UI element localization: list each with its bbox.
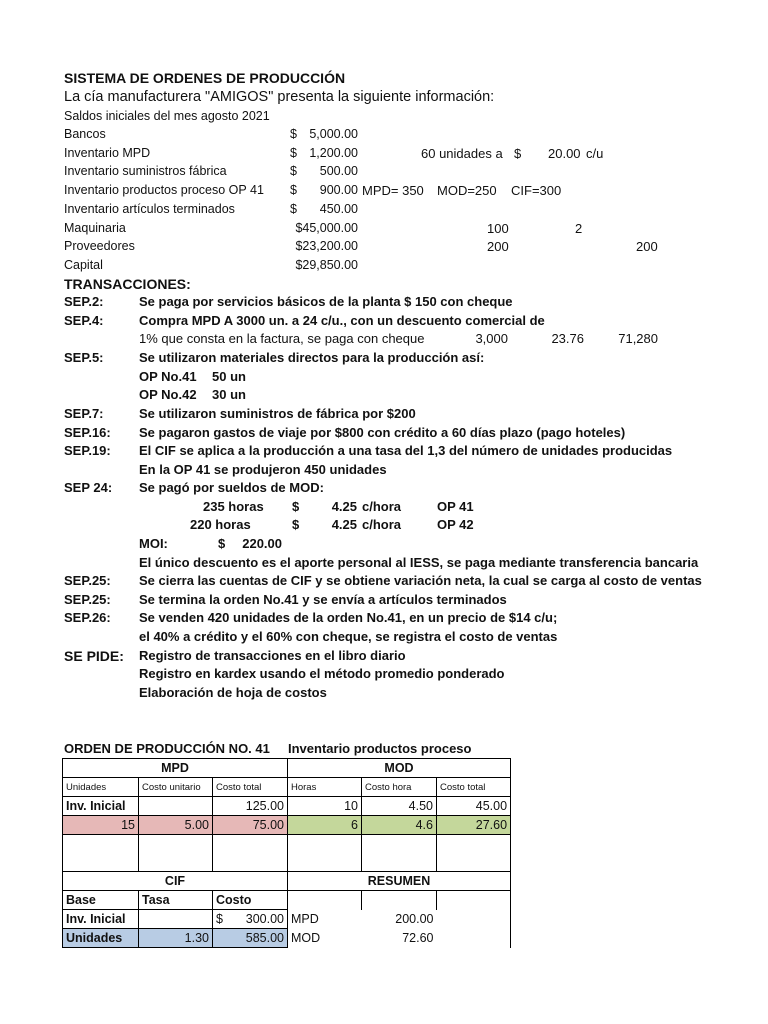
saldo-label: Inventario productos proceso OP 41: [64, 183, 264, 197]
transaction-value: 4.25: [331, 499, 357, 514]
transaction-text: Se cierra las cuentas de CIF y se obtiene variación neta, la cual se carga al costo de ventas: [139, 573, 702, 588]
column-header: Unidades: [63, 778, 139, 797]
cif-value: 300.00: [245, 912, 284, 926]
currency-sign: $: [216, 912, 223, 926]
transaction-text: $: [292, 517, 300, 532]
saldo-extra: $: [514, 146, 522, 161]
transaction-text: Se utilizaron suministros de fábrica por $200: [139, 406, 416, 421]
table-cell: MOD: [291, 931, 321, 945]
transaction-date: SEP.25:: [64, 573, 111, 588]
table-cell: 72.60: [402, 931, 434, 945]
transaction-date: SEP.2:: [64, 294, 104, 309]
saldo-label: Inventario suministros fábrica: [64, 164, 227, 178]
saldo-currency: $: [290, 202, 297, 216]
column-header: Horas: [288, 778, 362, 797]
transaction-text: 1% que consta en la factura, se paga con cheque: [139, 331, 425, 346]
table-row: [63, 816, 511, 835]
saldo-amount: 900.00: [319, 183, 358, 197]
transaction-text: $: [218, 536, 226, 551]
transaction-text: Se venden 420 unidades de la orden No.41, en un precio de $14 c/u;: [139, 610, 558, 625]
table-cell: 75.00: [213, 816, 288, 835]
saldo-label: Maquinaria: [64, 221, 126, 235]
saldo-currency: $: [290, 164, 297, 178]
table-cell: 200.00: [395, 912, 434, 926]
orden-subtitle: Inventario productos proceso: [288, 741, 472, 756]
table-cell: [288, 835, 362, 872]
table-cell: Inv. Inicial: [63, 797, 139, 816]
transaction-value: 23.76: [551, 331, 584, 346]
transaction-text: 50 un: [212, 369, 246, 384]
transaction-text: c/hora: [362, 499, 402, 514]
mod-header: MOD: [288, 759, 511, 778]
transaction-text: OP No.41: [139, 369, 197, 384]
transaction-text: MOI:: [139, 536, 168, 551]
saldo-amount: 1,200.00: [309, 146, 358, 160]
table-cell: [437, 910, 511, 929]
column-header: Base: [63, 891, 139, 910]
transaction-date: SEP 24:: [64, 480, 113, 495]
table-row: [63, 910, 511, 929]
transaction-date: SEP.4:: [64, 313, 104, 328]
table-cell: Inv. Inicial: [63, 910, 139, 929]
transaction-value: 71,280: [618, 331, 658, 346]
transaction-text: Se termina la orden No.41 y se envía a artículos terminados: [139, 592, 507, 607]
intro-text: La cía manufacturera "AMIGOS" presenta la siguiente información:: [64, 89, 495, 105]
table-cell: 6: [288, 816, 362, 835]
saldo-extra: 60 unidades a: [421, 146, 503, 161]
table-cell: [213, 910, 288, 929]
transaction-text: Se pagaron gastos de viaje por $800 con crédito a 60 días plazo (pago hoteles): [139, 425, 626, 440]
table-cell: 125.00: [213, 797, 288, 816]
transaction-date: SEP.19:: [64, 443, 111, 458]
saldo-currency: $: [290, 183, 297, 197]
saldo-extra: CIF=300: [511, 183, 562, 198]
transaction-text: El CIF se aplica a la producción a una tasa del 1,3 del número de unidades producidas: [139, 443, 673, 458]
saldo-extra: 2: [575, 221, 583, 236]
table-cell: 15: [63, 816, 139, 835]
saldo-amount: 5,000.00: [309, 127, 358, 141]
transaction-date: SEP.25:: [64, 592, 111, 607]
table-cell: 4.6: [362, 816, 437, 835]
transaction-text: c/hora: [362, 517, 402, 532]
transaction-text: OP No.42: [139, 387, 197, 402]
table-cell: 5.00: [139, 816, 213, 835]
column-header: Costo total: [213, 778, 288, 797]
saldo-label: Capital: [64, 258, 103, 272]
saldo-extra: MOD=250: [437, 183, 497, 198]
transaction-text: 235 horas: [203, 499, 264, 514]
saldo-extra: 100: [487, 221, 509, 236]
table-cell: [437, 929, 511, 948]
saldo-label: Inventario MPD: [64, 146, 151, 160]
saldo-extra: MPD= 350: [362, 183, 424, 198]
column-header: Costo: [213, 891, 288, 910]
transaction-text: El único descuento es el aporte personal al IESS, se paga mediante transferencia bancaria: [139, 555, 699, 570]
transaction-text: En la OP 41 se produjeron 450 unidades: [139, 462, 387, 477]
transaction-text: 30 un: [212, 387, 246, 402]
transaction-text: el 40% a crédito y el 60% con cheque, se registra el costo de ventas: [139, 629, 558, 644]
table-cell: [139, 797, 213, 816]
table-row: [63, 835, 511, 872]
orden-title: ORDEN DE PRODUCCIÓN NO. 41: [64, 741, 270, 756]
se-pide-item: Registro de transacciones en el libro diario: [139, 648, 406, 663]
transaction-text: Compra MPD A 3000 un. a 24 c/u., con un descuento comercial de: [139, 313, 545, 328]
saldo-currency: $: [290, 146, 297, 160]
table-cell: 585.00: [213, 929, 288, 948]
saldo-extra: 20.00: [548, 146, 581, 161]
table-cell: [437, 891, 511, 910]
se-pide-item: Registro en kardex usando el método promedio ponderado: [139, 666, 505, 681]
transaction-date: SEP.7:: [64, 406, 104, 421]
se-pide-label: SE PIDE:: [64, 648, 124, 664]
table-cell: 4.50: [362, 797, 437, 816]
transaction-value: 220.00: [242, 536, 282, 551]
column-header: Tasa: [139, 891, 213, 910]
transaction-text: Se pagó por sueldos de MOD:: [139, 480, 324, 495]
saldo-label: Inventario artículos terminados: [64, 202, 235, 216]
se-pide-item: Elaboración de hoja de costos: [139, 685, 327, 700]
saldo-label: Bancos: [64, 127, 106, 141]
saldos-heading: Saldos iniciales del mes agosto 2021: [64, 109, 270, 123]
table-cell: MPD: [291, 912, 319, 926]
table-cell: [213, 835, 288, 872]
transaction-text: Se utilizaron materiales directos para la producción así:: [139, 350, 485, 365]
table-cell: 27.60: [437, 816, 511, 835]
transaction-text: $: [292, 499, 300, 514]
column-header: Costo hora: [362, 778, 437, 797]
transaction-text: OP 42: [437, 517, 474, 532]
page-title: SISTEMA DE ORDENES DE PRODUCCIÓN: [64, 70, 346, 86]
table-cell: 1.30: [139, 929, 213, 948]
saldo-amount: $29,850.00: [295, 258, 358, 272]
saldo-extra: c/u: [586, 146, 604, 161]
saldo-amount: 500.00: [319, 164, 358, 178]
table-cell: Unidades: [63, 929, 139, 948]
table-cell: [437, 835, 511, 872]
saldo-label: Proveedores: [64, 239, 135, 253]
transaction-text: OP 41: [437, 499, 474, 514]
orden-table: [62, 758, 511, 948]
table-row: [63, 797, 511, 816]
table-cell: [362, 835, 437, 872]
column-header: Costo total: [437, 778, 511, 797]
transaction-text: 220 horas: [190, 517, 251, 532]
transaction-text: Se paga por servicios básicos de la planta $ 150 con cheque: [139, 294, 513, 309]
transaction-date: SEP.5:: [64, 350, 104, 365]
resumen-header: RESUMEN: [288, 872, 511, 891]
table-cell: [288, 891, 362, 910]
table-cell: [63, 835, 139, 872]
saldo-amount: $23,200.00: [295, 239, 358, 253]
table-cell: [362, 891, 437, 910]
saldo-extra: 200: [487, 239, 509, 254]
transacciones-heading: TRANSACCIONES:: [64, 276, 191, 292]
saldo-amount: 450.00: [319, 202, 358, 216]
table-cell: 45.00: [437, 797, 511, 816]
table-row: [63, 929, 511, 948]
transaction-date: SEP.16:: [64, 425, 111, 440]
saldo-extra: 200: [636, 239, 658, 254]
transaction-value: 3,000: [475, 331, 508, 346]
transaction-date: SEP.26:: [64, 610, 111, 625]
saldo-currency: $: [290, 127, 297, 141]
table-cell: [139, 835, 213, 872]
saldo-amount: $45,000.00: [295, 221, 358, 235]
transaction-value: 4.25: [331, 517, 357, 532]
column-header: Costo unitario: [139, 778, 213, 797]
cif-header: CIF: [63, 872, 288, 891]
mpd-header: MPD: [63, 759, 288, 778]
table-cell: 10: [288, 797, 362, 816]
table-cell: [139, 910, 213, 929]
